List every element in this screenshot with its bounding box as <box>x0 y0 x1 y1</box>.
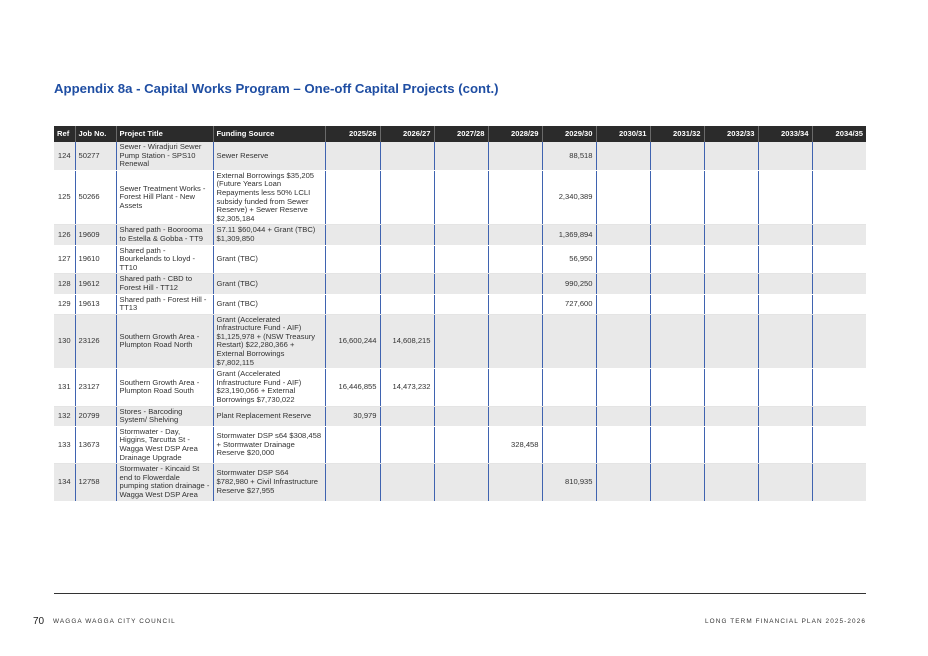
table-cell: 131 <box>54 369 75 406</box>
table-cell <box>812 274 866 294</box>
table-cell <box>596 426 650 463</box>
table-cell: Shared path - CBD to Forest Hill - TT12 <box>116 274 213 294</box>
table-cell: 30,979 <box>325 406 380 426</box>
table-cell <box>650 142 704 170</box>
table-cell: Shared path - Forest Hill - TT13 <box>116 294 213 314</box>
table-cell: 19613 <box>75 294 116 314</box>
table-cell <box>325 426 380 463</box>
column-header: 2034/35 <box>812 126 866 142</box>
footer-council-name: WAGGA WAGGA CITY COUNCIL <box>53 618 176 625</box>
table-cell: Grant (TBC) <box>213 245 325 274</box>
table-row <box>54 142 866 170</box>
table-cell <box>650 426 704 463</box>
column-header: Project Title <box>116 126 213 142</box>
table-cell: Plant Replacement Reserve <box>213 406 325 426</box>
table-cell: Grant (TBC) <box>213 294 325 314</box>
table-cell: 125 <box>54 170 75 225</box>
table-cell <box>812 245 866 274</box>
table-cell <box>596 369 650 406</box>
table-cell: 126 <box>54 225 75 245</box>
table-cell <box>650 406 704 426</box>
table-cell <box>650 369 704 406</box>
table-cell <box>650 170 704 225</box>
table-cell: 19609 <box>75 225 116 245</box>
table-cell <box>758 294 812 314</box>
table-cell <box>596 225 650 245</box>
column-header: 2027/28 <box>434 126 488 142</box>
table-cell <box>542 406 596 426</box>
table-cell <box>434 314 488 369</box>
table-cell <box>380 426 434 463</box>
table-cell <box>380 245 434 274</box>
table-cell <box>380 274 434 294</box>
table-cell <box>434 406 488 426</box>
table-cell: Sewer Treatment Works - Forest Hill Plant - New Assets <box>116 170 213 225</box>
table-cell <box>758 406 812 426</box>
table-cell <box>325 274 380 294</box>
table-cell: 16,600,244 <box>325 314 380 369</box>
table-cell: 134 <box>54 464 75 501</box>
capital-works-table <box>54 126 866 502</box>
table-row <box>54 225 866 245</box>
table-cell <box>434 294 488 314</box>
table-cell <box>812 314 866 369</box>
column-header: 2033/34 <box>758 126 812 142</box>
table-cell <box>596 406 650 426</box>
table-cell <box>704 426 758 463</box>
table-cell: 13673 <box>75 426 116 463</box>
table-cell <box>812 225 866 245</box>
table-cell <box>596 142 650 170</box>
column-header: 2031/32 <box>650 126 704 142</box>
table-cell <box>704 314 758 369</box>
table-cell <box>488 274 542 294</box>
table-row <box>54 406 866 426</box>
table-cell: Southern Growth Area - Plumpton Road North <box>116 314 213 369</box>
table-cell <box>758 314 812 369</box>
table-cell: 19612 <box>75 274 116 294</box>
table-cell <box>434 426 488 463</box>
table-cell <box>704 274 758 294</box>
column-header: 2025/26 <box>325 126 380 142</box>
table-row <box>54 369 866 406</box>
table-cell: 127 <box>54 245 75 274</box>
table-row <box>54 170 866 225</box>
table-cell <box>596 245 650 274</box>
table-cell <box>596 294 650 314</box>
table-cell: External Borrowings $35,205 (Future Years Loan Repayments less 50% LCLI subsidy funded from Sewer Reserve) + Sewer Reserve $2,305,184 <box>213 170 325 225</box>
table-cell <box>650 314 704 369</box>
table-cell: Grant (Accelerated Infrastructure Fund - AIF) $1,125,978 + (NSW Treasury Restart) $22,280,366 + External Borrowings $7,802,115 <box>213 314 325 369</box>
table-cell: 19610 <box>75 245 116 274</box>
table-cell <box>434 142 488 170</box>
column-header: 2026/27 <box>380 126 434 142</box>
table-cell <box>596 464 650 501</box>
table-cell: 14,473,232 <box>380 369 434 406</box>
table-cell <box>704 142 758 170</box>
table-cell <box>812 464 866 501</box>
table-cell <box>325 464 380 501</box>
table-cell <box>380 170 434 225</box>
footer-document-title: LONG TERM FINANCIAL PLAN 2025-2026 <box>705 618 866 625</box>
table-cell: Grant (TBC) <box>213 274 325 294</box>
table-cell <box>704 369 758 406</box>
table-cell <box>812 294 866 314</box>
table-cell <box>704 170 758 225</box>
table-cell: 16,446,855 <box>325 369 380 406</box>
table-cell <box>758 369 812 406</box>
table-cell: 1,369,894 <box>542 225 596 245</box>
table-cell: Shared path - Bourkelands to Lloyd - TT10 <box>116 245 213 274</box>
column-header: Ref <box>54 126 75 142</box>
table-cell <box>325 245 380 274</box>
column-header: Funding Source <box>213 126 325 142</box>
table-cell: 56,950 <box>542 245 596 274</box>
table-cell <box>596 314 650 369</box>
table-cell <box>812 170 866 225</box>
table-cell <box>758 142 812 170</box>
table-cell <box>434 225 488 245</box>
table-cell <box>488 170 542 225</box>
table-cell <box>434 170 488 225</box>
table-cell: Sewer Reserve <box>213 142 325 170</box>
table-cell: Grant (Accelerated Infrastructure Fund - AIF) $23,190,066 + External Borrowings $7,730,022 <box>213 369 325 406</box>
table-cell: 328,458 <box>488 426 542 463</box>
table-cell: 20799 <box>75 406 116 426</box>
table-cell: Southern Growth Area - Plumpton Road South <box>116 369 213 406</box>
page-number: 70 <box>33 616 45 627</box>
table-cell <box>380 464 434 501</box>
table-cell <box>380 225 434 245</box>
table-cell <box>488 294 542 314</box>
table-row <box>54 314 866 369</box>
table-cell: Stormwater DSP S64 $782,980 + Civil Infrastructure Reserve $27,955 <box>213 464 325 501</box>
table-cell <box>758 274 812 294</box>
table-cell <box>325 225 380 245</box>
table-cell <box>488 245 542 274</box>
table-cell: Stormwater - Day, Higgins, Tarcutta St - Wagga West DSP Area Drainage Upgrade <box>116 426 213 463</box>
table-cell <box>380 294 434 314</box>
table-cell <box>812 406 866 426</box>
table-cell <box>650 245 704 274</box>
table-row <box>54 245 866 274</box>
table-cell <box>434 464 488 501</box>
table-cell <box>812 369 866 406</box>
table-cell: S7.11 $60,044 + Grant (TBC) $1,309,850 <box>213 225 325 245</box>
table-cell <box>434 274 488 294</box>
table-cell <box>488 406 542 426</box>
table-cell <box>434 245 488 274</box>
table-cell: 50266 <box>75 170 116 225</box>
table-cell: 129 <box>54 294 75 314</box>
footer-divider <box>54 593 866 594</box>
table-cell <box>325 294 380 314</box>
column-header: 2032/33 <box>704 126 758 142</box>
table-cell <box>812 142 866 170</box>
table-cell <box>650 225 704 245</box>
table-cell <box>488 142 542 170</box>
table-cell <box>434 369 488 406</box>
table-cell: 727,600 <box>542 294 596 314</box>
table-cell: 12758 <box>75 464 116 501</box>
table-cell <box>704 464 758 501</box>
table-cell <box>704 406 758 426</box>
table-cell: 50277 <box>75 142 116 170</box>
table-cell: 23127 <box>75 369 116 406</box>
table-cell: 130 <box>54 314 75 369</box>
table-cell <box>380 406 434 426</box>
table-cell <box>650 294 704 314</box>
table-cell <box>704 294 758 314</box>
table-cell <box>488 314 542 369</box>
table-cell: Stores - Barcoding System/ Shelving <box>116 406 213 426</box>
table-cell: 133 <box>54 426 75 463</box>
table-cell <box>325 170 380 225</box>
table-cell: 2,340,389 <box>542 170 596 225</box>
table-cell <box>650 464 704 501</box>
column-header: 2030/31 <box>596 126 650 142</box>
table-cell <box>596 170 650 225</box>
table-cell <box>488 369 542 406</box>
table-cell <box>488 225 542 245</box>
table-cell <box>380 142 434 170</box>
page-title: Appendix 8a - Capital Works Program – One-off Capital Projects (cont.) <box>54 81 499 96</box>
table-cell <box>542 314 596 369</box>
column-header: 2028/29 <box>488 126 542 142</box>
table-cell: Shared path - Boorooma to Estella & Gobba - TT9 <box>116 225 213 245</box>
table-cell <box>704 245 758 274</box>
table-cell <box>758 245 812 274</box>
column-header: 2029/30 <box>542 126 596 142</box>
table-cell <box>542 369 596 406</box>
table-cell: 128 <box>54 274 75 294</box>
table-cell: 132 <box>54 406 75 426</box>
table-cell: 14,608,215 <box>380 314 434 369</box>
table-cell <box>325 142 380 170</box>
table-cell <box>704 225 758 245</box>
table-cell: Stormwater DSP s64 $308,458 + Stormwater Drainage Reserve $20,000 <box>213 426 325 463</box>
table-cell: 23126 <box>75 314 116 369</box>
table-cell <box>812 426 866 463</box>
table-cell <box>758 170 812 225</box>
table-cell <box>758 464 812 501</box>
table-header-row <box>54 126 866 142</box>
table-cell <box>650 274 704 294</box>
table-cell: Sewer - Wiradjuri Sewer Pump Station - SPS10 Renewal <box>116 142 213 170</box>
table-row <box>54 294 866 314</box>
table-cell: 990,250 <box>542 274 596 294</box>
table-cell: 88,518 <box>542 142 596 170</box>
table-cell <box>542 426 596 463</box>
table-cell <box>596 274 650 294</box>
table-cell: 810,935 <box>542 464 596 501</box>
column-header: Job No. <box>75 126 116 142</box>
table-row <box>54 274 866 294</box>
table-cell <box>758 426 812 463</box>
table-cell <box>758 225 812 245</box>
table-cell: Stormwater - Kincaid St end to Flowerdale pumping station drainage - Wagga West DSP Area <box>116 464 213 501</box>
table-cell: 124 <box>54 142 75 170</box>
table-row <box>54 426 866 463</box>
table-row <box>54 464 866 501</box>
table-cell <box>488 464 542 501</box>
